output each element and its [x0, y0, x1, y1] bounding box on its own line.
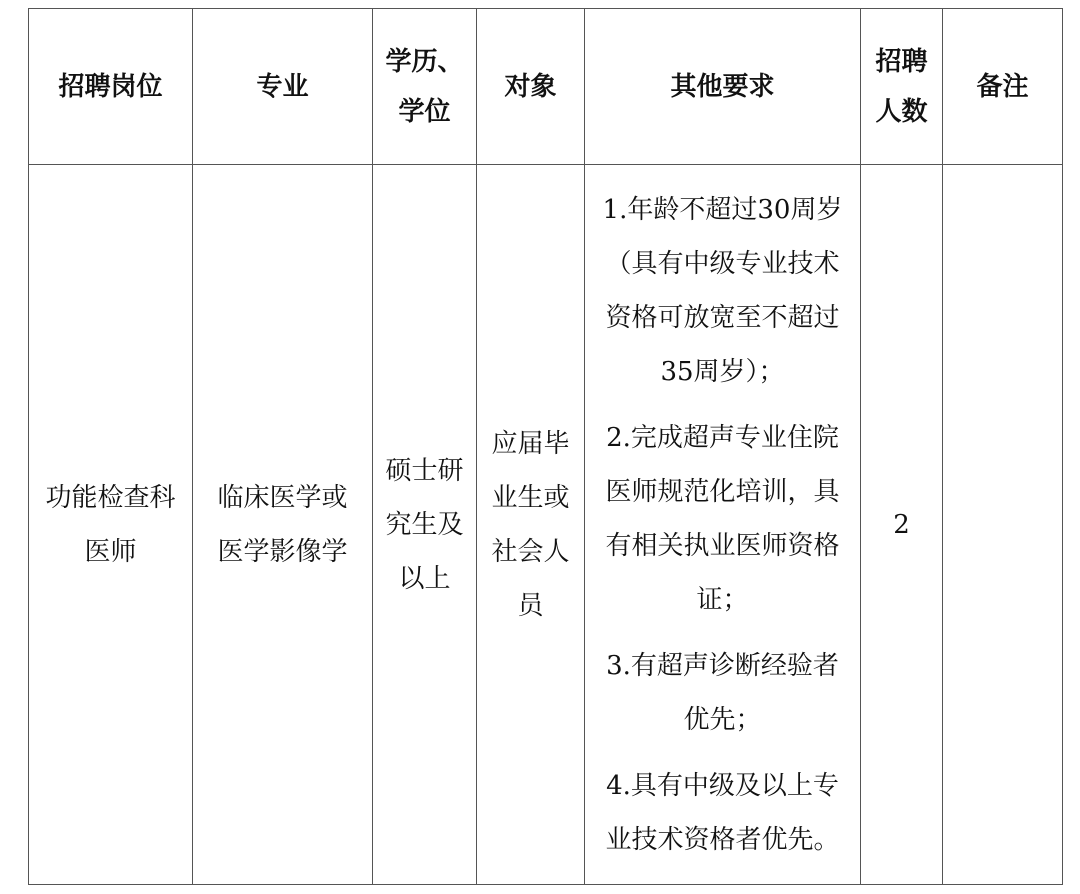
- table-row: [29, 165, 1063, 885]
- cell-count: 2: [861, 165, 943, 885]
- requirement-item: 2.完成超声专业住院 医师规范化培训，具 有相关执业医师资格 证；: [605, 422, 840, 615]
- requirement-item: 1.年龄不超过30周岁 （具有中级专业技术 资格可放宽至不超过 35周岁）；: [602, 194, 843, 387]
- cell-target: 应届毕 业生或 社会人 员: [477, 165, 585, 885]
- cell-major: 临床医学或 医学影像学: [193, 165, 373, 885]
- header-education: 学历、 学位: [373, 9, 477, 165]
- header-count: 招聘 人数: [861, 9, 943, 165]
- cell-remarks: [943, 165, 1063, 885]
- cell-position: 功能检查科 医师: [29, 165, 193, 885]
- header-row: [29, 9, 1063, 165]
- recruitment-table: [28, 8, 1063, 885]
- header-position: 招聘岗位: [29, 9, 193, 165]
- header-target: 对象: [477, 9, 585, 165]
- cell-requirements: [585, 165, 861, 885]
- requirement-item: 4.具有中级及以上专 业技术资格者优先。: [605, 770, 840, 855]
- header-requirements: 其他要求: [585, 9, 861, 165]
- requirement-item: 3.有超声诊断经验者 优先；: [606, 650, 839, 735]
- header-major: 专业: [193, 9, 373, 165]
- cell-education: 硕士研 究生及 以上: [373, 165, 477, 885]
- header-remarks: 备注: [943, 9, 1063, 165]
